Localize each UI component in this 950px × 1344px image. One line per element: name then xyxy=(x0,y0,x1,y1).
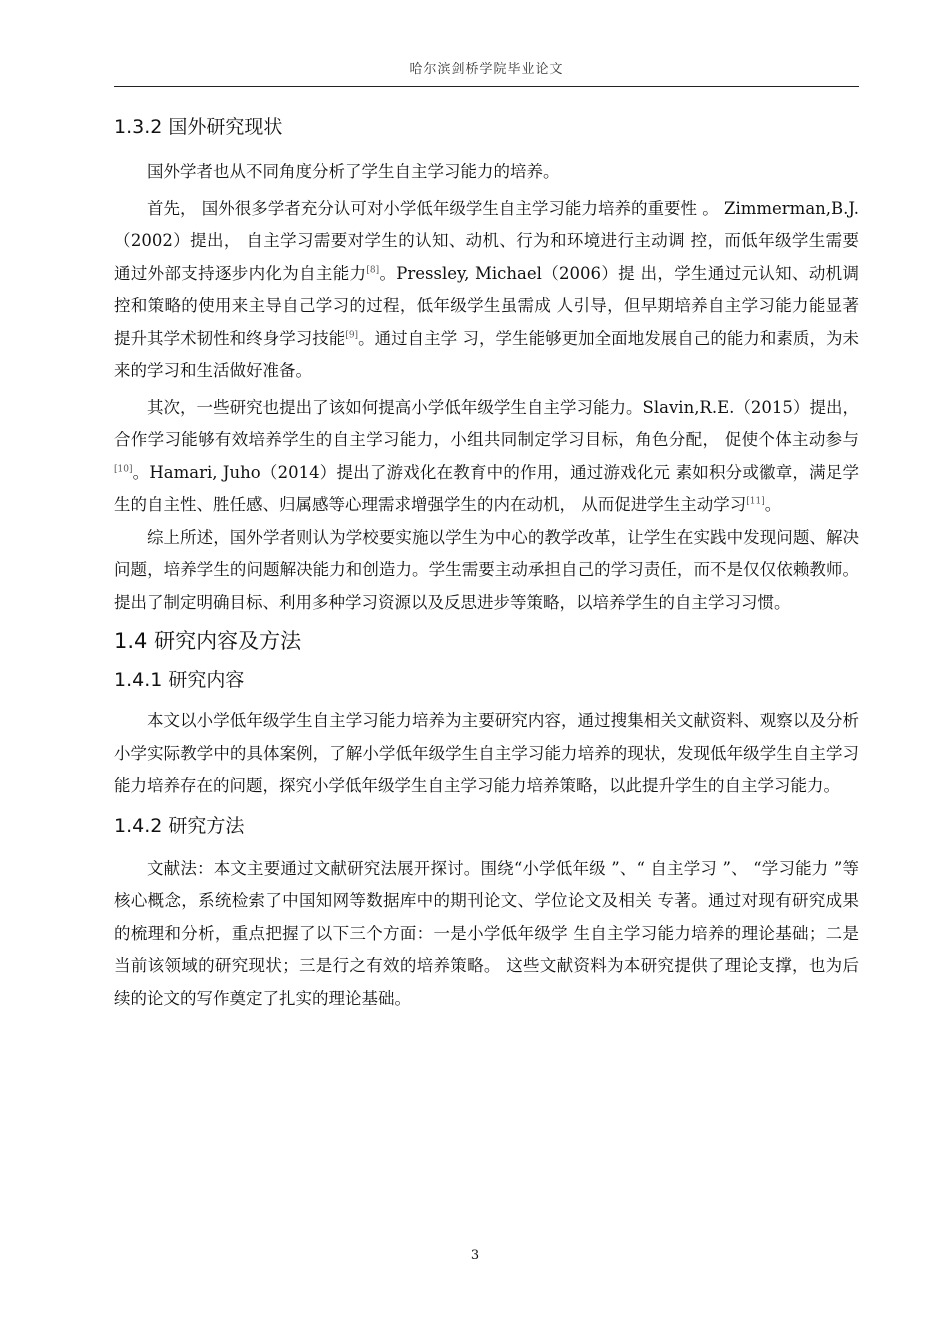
heading-1-3-2: 1.3.2 国外研究现状 xyxy=(114,116,283,138)
paragraph-research-method: 文献法：本文主要通过文献研究法展开探讨。围绕“小学低年级 ”、“ 自主学习 ”、 “学习能力 ”等核心概念，系统检索了中国知网等数据库中的期刊论文、学位论文及相关 专著。通过对现有研究成果的梳理和分析，重点把握了以下三个方面：一是小学低年级学 生自主学习能力培养的理论基础；二是当前该领域的研究现状；三是行之有效的培养策略。 这些文献资料为本研究提供了理论支撑，也为后续的论文的写作奠定了扎实的理论基础。 xyxy=(114,858,859,1008)
citation-9: [9] xyxy=(345,330,359,340)
paragraph-firstly xyxy=(114,193,859,388)
paragraph-firstly-text-a: 首先， 国外很多学者充分认可对小学低年级学生自主学习能力培养的重要性 。 Zimmerman,B.J.（2002）提出， 自主学习需要对学生的认知、动机、行为和环境进行主动调 控，而低年级学生需要通过外部支持逐步内化为自主能力 xyxy=(114,198,859,283)
paragraph-secondly-text-b: 。Hamari, Juho（2014）提出了游戏化在教育中的作用，通过游戏化元 素如积分或徽章，满足学生的自主性、胜任感、归属感等心理需求增强学生的内在动机， 从而促进学生主动学习 xyxy=(114,462,859,514)
paragraph-firstly-text-b: 。Pressley, Michael（2006）提 出，学生通过元认知、动机调控和策略的使用来主导自己学习的过程，低年级学生虽需成 人引导，但早期培养自主学习能力能显著提升其学术韧性和终身学习技能 xyxy=(114,263,859,348)
heading-1-4-1: 1.4.1 研究内容 xyxy=(114,669,245,691)
page-header: 哈尔滨剑桥学院毕业论文 xyxy=(409,62,564,77)
page-body xyxy=(114,112,859,1015)
paragraph-secondly xyxy=(114,392,859,522)
paragraph-firstly-text-c: 。通过自主学 习，学生能够更加全面地发展自己的能力和素质，为未来的学习和生活做好准备。 xyxy=(114,328,859,380)
citation-11: [11] xyxy=(746,496,765,507)
heading-1-4-2: 1.4.2 研究方法 xyxy=(114,814,245,837)
paragraph-research-content: 本文以小学低年级学生自主学习能力培养为主要研究内容，通过搜集相关文献资料、观察以及分析小学实际教学中的具体案例，了解小学低年级学生自主学习能力培养的现状，发现低年级学生自主学习能力培养存在的问题，探究小学低年级学生自主学习能力培养策略，以此提升学生的自主学习能力。 xyxy=(114,711,859,795)
paragraph-secondly-text-a: 其次，一些研究也提出了该如何提高小学低年级学生自主学习能力。Slavin,R.E.（2015）提出，合作学习能够有效培养学生的自主学习能力，小组共同制定学习目标，角色分配， 促使个体主动参与 xyxy=(114,397,859,449)
citation-10: [10] xyxy=(114,464,133,474)
paragraph-secondly-text-c: 。 xyxy=(764,495,782,514)
header-rule xyxy=(114,86,859,87)
citation-8: [8] xyxy=(366,265,380,275)
page-number: 3 xyxy=(470,1248,480,1263)
heading-1-4: 1.4 研究内容及方法 xyxy=(114,629,302,653)
paragraph-summary: 综上所述，国外学者则认为学校要实施以学生为中心的教学改革，让学生在实践中发现问题、解决问题，培养学生的问题解决能力和创造力。学生需要主动承担自己的学习责任，而不是仅仅依赖教师。提出了制定明确目标、利用多种学习资源以及反思进步等策略，以培养学生的自主学习习惯。 xyxy=(114,527,859,612)
paragraph-intro: 国外学者也从不同角度分析了学生自主学习能力的培养。 xyxy=(147,162,560,181)
